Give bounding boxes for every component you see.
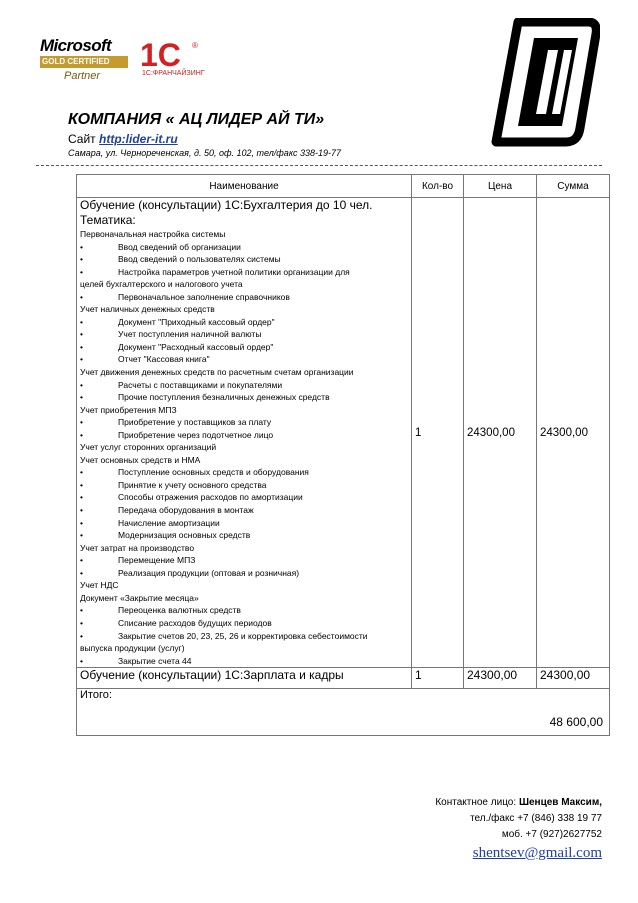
bullet: •: [80, 354, 83, 365]
topic-item: Учет движения денежных средств по расчетным счетам организации: [80, 367, 354, 378]
topic-text: Переоценка валютных средств: [118, 605, 241, 616]
topic-text: Передача оборудования в монтаж: [118, 505, 254, 516]
table-row: [77, 198, 610, 668]
bullet: •: [80, 392, 83, 403]
topic-item: Учет НДС: [80, 580, 119, 591]
row-price: 24300,00: [464, 668, 537, 689]
total-row: [77, 689, 610, 736]
row-qty: 1: [412, 198, 464, 668]
bullet: •: [80, 291, 83, 302]
bullet: •: [80, 241, 83, 252]
col-header-sum: Сумма: [537, 175, 610, 198]
topic-text: Модернизация основных средств: [118, 530, 251, 541]
topic-text: Приобретение через подотчетное лицо: [118, 429, 274, 440]
topic-item: [80, 567, 408, 580]
row-qty: 1: [412, 668, 464, 689]
topic-text: Поступление основных средств и оборудования: [118, 467, 309, 478]
total-value: 48 600,00: [549, 715, 603, 730]
topic-text: Первоначальное заполнение справочников: [118, 291, 290, 302]
bullet: •: [80, 617, 83, 628]
topic-list: [80, 228, 408, 667]
bullet: •: [80, 329, 83, 340]
topic-item: Учет наличных денежных средств: [80, 304, 215, 315]
bullet: •: [80, 429, 83, 440]
partner-label: Partner: [64, 70, 101, 82]
topic-item: [80, 517, 408, 530]
topic-item: [80, 466, 408, 479]
bullet: •: [80, 605, 83, 616]
col-header-price: Цена: [464, 175, 537, 198]
topic-text: Начисление амортизации: [118, 517, 220, 528]
topic-text: Прочие поступления безналичных денежных средств: [118, 392, 330, 403]
bullet: •: [80, 555, 83, 566]
topic-item: [80, 316, 408, 329]
topic-item: Первоначальная настройка системы: [80, 229, 226, 239]
bullet: •: [80, 630, 83, 641]
bullet: •: [80, 492, 83, 503]
company-name: КОМПАНИЯ « АЦ ЛИДЕР АЙ ТИ»: [68, 111, 325, 128]
site-label: Сайт: [68, 132, 96, 146]
row-description: [77, 198, 412, 668]
topic-text: Принятие к учету основного средства: [118, 479, 267, 490]
row-title: Обучение (консультации) 1С:Зарплата и кадры: [77, 668, 412, 689]
topic-item: [80, 617, 408, 630]
topic-item: выпуска продукции (услуг): [80, 643, 185, 654]
topic-text: Закрытие счета 44: [118, 655, 192, 666]
site-link[interactable]: http:lider-it.ru: [99, 132, 178, 146]
onec-franchise-logo: [140, 36, 210, 88]
topic-text: Ввод сведений о пользователях системы: [118, 254, 281, 265]
topic-text: Перемещение МПЗ: [118, 555, 196, 566]
gold-certified-band: GOLD CERTIFIED: [40, 56, 128, 68]
bullet: •: [80, 417, 83, 428]
topic-item: [80, 341, 408, 354]
onec-logo-text: 1С: [140, 38, 181, 70]
table-row: [77, 668, 610, 689]
topic-item: [80, 504, 408, 517]
total-cell: [77, 689, 610, 736]
topic-item: Документ «Закрытие месяца»: [80, 592, 199, 603]
topic-text: Ввод сведений об организации: [118, 241, 241, 252]
col-header-qty: Кол-во: [412, 175, 464, 198]
table-header-row: [77, 175, 610, 198]
topic-item: [80, 291, 408, 304]
topic-item: [80, 491, 408, 504]
topic-item: [80, 655, 408, 668]
contact-person: [435, 795, 602, 811]
topic-item: [80, 241, 408, 254]
bullet: •: [80, 505, 83, 516]
contact-person-name: Шенцев Максим,: [518, 797, 602, 808]
topic-text: Расчеты с поставщиками и покупателями: [118, 379, 283, 390]
bullet: •: [80, 479, 83, 490]
topic-text: Учет поступления наличной валюты: [118, 329, 262, 340]
topic-item: [80, 630, 408, 643]
topic-text: Документ "Приходный кассовый ордер": [118, 316, 275, 327]
topic-item: [80, 416, 408, 429]
topic-item: [80, 353, 408, 366]
topic-item: [80, 391, 408, 404]
contact-person-label: Контактное лицо:: [435, 797, 517, 808]
company-address: Самара, ул. Чернореченская, д. 50, оф. 102, тел/факс 338-19-77: [68, 148, 341, 158]
topic-item: Учет приобретения МПЗ: [80, 404, 177, 415]
contact-block: [435, 795, 602, 863]
bullet: •: [80, 316, 83, 327]
bullet: •: [80, 567, 83, 578]
topic-item: [80, 429, 408, 442]
topic-item: целей бухгалтерского и налогового учета: [80, 279, 243, 290]
bullet: •: [80, 379, 83, 390]
lider-it-logo-icon: [488, 18, 600, 148]
topic-item: [80, 604, 408, 617]
total-label: Итого:: [80, 689, 112, 702]
topic-item: [80, 529, 408, 542]
row-sum: 24300,00: [537, 198, 610, 668]
bullet: •: [80, 517, 83, 528]
bullet: •: [80, 341, 83, 352]
topic-text: Реализация продукции (оптовая и розничная): [118, 567, 300, 578]
microsoft-gold-partner-logo: [38, 36, 130, 88]
microsoft-wordmark: Microsoft: [40, 36, 112, 55]
bullet: •: [80, 530, 83, 541]
topic-item: Учет услуг сторонних организаций: [80, 442, 217, 453]
row-sum: 24300,00: [537, 668, 610, 689]
topic-text: Документ "Расходный кассовый ордер": [118, 341, 274, 352]
topic-item: [80, 379, 408, 392]
row-price: 24300,00: [464, 198, 537, 668]
topic-item: Учет затрат на производство: [80, 542, 195, 553]
topic-item: [80, 328, 408, 341]
bullet: •: [80, 467, 83, 478]
topic-text: Списание расходов будущих периодов: [118, 617, 272, 628]
topic-text: Настройка параметров учетной политики организации для: [118, 266, 350, 277]
contact-mobile: моб. +7 (927)2627752: [501, 829, 602, 840]
topic-text: Способы отражения расходов по амортизации: [118, 492, 303, 503]
bullet: •: [80, 266, 83, 277]
registered-mark: ®: [192, 41, 198, 50]
topic-item: [80, 266, 408, 279]
franchise-label: 1С:ФРАНЧАЙЗИНГ: [142, 70, 205, 77]
topic-item: [80, 253, 408, 266]
topic-item: [80, 554, 408, 567]
topic-text: Приобретение у поставщиков за плату: [118, 417, 272, 428]
header-divider: [36, 165, 602, 166]
contact-email-link[interactable]: shentsev@gmail.com: [472, 845, 602, 861]
topic-item: Учет основных средств и НМА: [80, 454, 201, 465]
topic-text: Закрытие счетов 20, 23, 25, 26 и корректировка себестоимости: [118, 630, 368, 641]
site-line: [68, 132, 178, 146]
contact-phone: тел./факс +7 (846) 338 19 77: [470, 813, 602, 824]
col-header-name: Наименование: [77, 175, 412, 198]
topic-text: Отчет "Кассовая книга": [118, 354, 210, 365]
onec-logo-icon: [140, 38, 206, 70]
row-title: Обучение (консультации) 1С:Бухгалтерия до 10 чел.: [80, 198, 373, 212]
topic-item: [80, 479, 408, 492]
bullet: •: [80, 254, 83, 265]
price-table: [76, 174, 610, 736]
row-subtitle: Тематика:: [80, 213, 136, 227]
bullet: •: [80, 655, 83, 666]
